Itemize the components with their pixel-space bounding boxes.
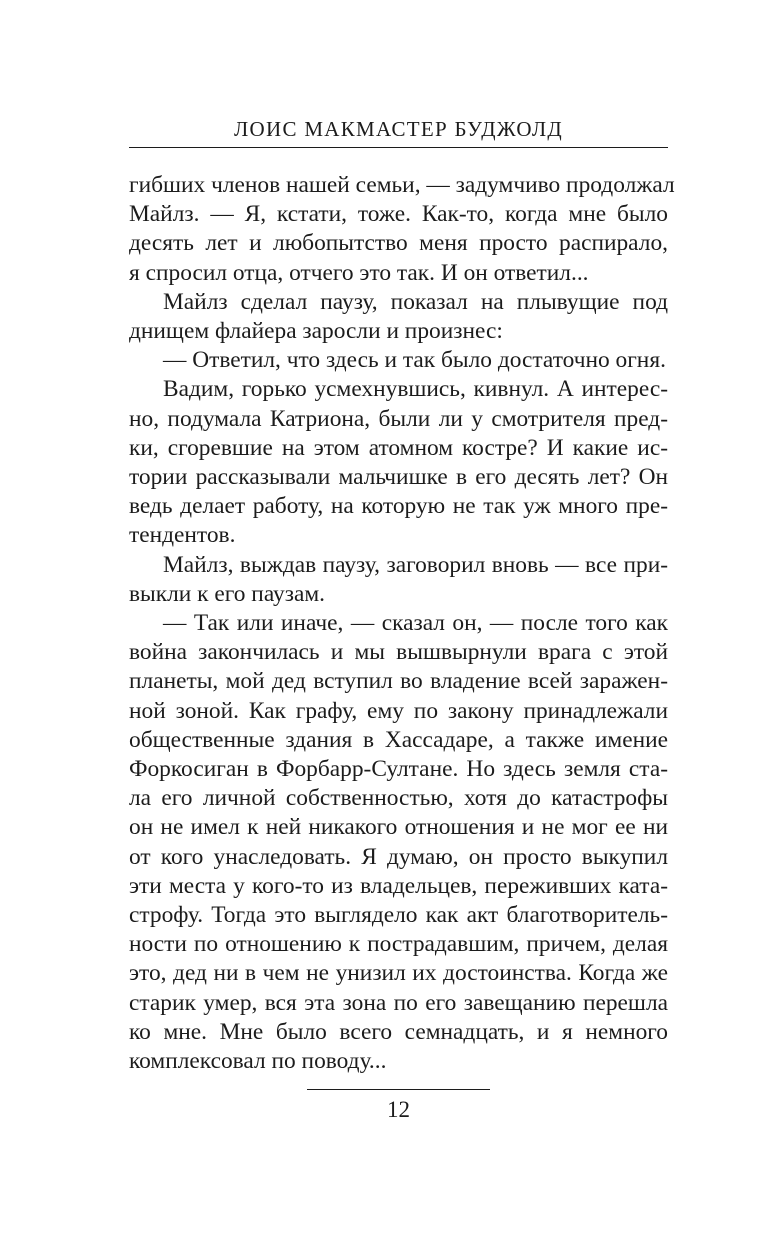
page-number: 12 xyxy=(387,1097,410,1122)
text-line: Майлз. — Я, кстати, тоже. Как-то, когда мне было xyxy=(129,201,668,228)
text-line: ведь делает работу, на которую не так уж много пре- xyxy=(129,493,668,520)
body-text xyxy=(129,171,675,1076)
text-line: старик умер, вся эта зона по его завещанию перешла xyxy=(129,989,668,1016)
text-line: Майлз сделал паузу, показал на плывущие под xyxy=(163,288,668,315)
text-line: война закончилась и мы вышвырнули врага с этой xyxy=(129,639,668,666)
text-line: — Ответил, что здесь и так было достаточно огня. xyxy=(163,347,666,374)
text-line: — Так или иначе, — сказал он, — после того как xyxy=(163,610,668,637)
paragraph xyxy=(129,551,668,609)
paragraph xyxy=(129,288,668,346)
text-line: Вадим, горько усмехнувшись, кивнул. А интерес- xyxy=(163,376,668,403)
text-line: тендентов. xyxy=(129,522,236,549)
paragraph xyxy=(129,375,668,550)
text-line: ла его личной собственностью, хотя до катастрофы xyxy=(129,785,668,812)
footer-divider xyxy=(307,1089,490,1090)
text-line: Форкосиган в Форбарр-Султане. Но здесь земля ста- xyxy=(129,756,668,783)
text-line: тории рассказывали мальчишке в его десять лет? Он xyxy=(129,464,668,491)
text-line: строфу. Тогда это выглядело как акт благотворитель- xyxy=(129,902,668,929)
text-line: планеты, мой дед вступил во владение всей заражен- xyxy=(129,668,668,695)
text-line: эти места у кого-то из владельцев, переживших ката- xyxy=(129,872,668,899)
text-line: ности по отношению к пострадавшим, причем, делая xyxy=(129,931,668,958)
text-line: ко мне. Мне было всего семнадцать, и я немного xyxy=(129,1018,668,1045)
text-line: днищем флайера заросли и произнес: xyxy=(129,318,503,345)
text-line: общественные здания в Хассадаре, а также имение xyxy=(129,726,668,753)
paragraph xyxy=(129,171,675,288)
text-line: он не имел к ней никакого отношения и не мог ее ни xyxy=(129,814,668,841)
text-line: гибших членов нашей семьи, — задумчиво продолжал xyxy=(129,172,675,198)
text-line: ки, сгоревшие на этом атомном костре? И какие ис- xyxy=(129,434,668,461)
text-line: ной зоной. Как графу, ему по закону принадлежали xyxy=(129,697,668,724)
text-line: но, подумала Катриона, были ли у смотрителя пред- xyxy=(129,405,668,432)
text-line: это, дед ни в чем не унизил их достоинства. Когда же xyxy=(129,960,668,987)
running-header-author: ЛОИС МАКМАСТЕР БУДЖОЛД xyxy=(233,117,564,141)
text-line: от кого унаследовать. Я думаю, он просто выкупил xyxy=(129,843,668,870)
paragraph xyxy=(129,346,668,375)
paragraph xyxy=(129,609,668,1076)
text-line: комплексовал по поводу... xyxy=(129,1048,387,1075)
text-line: я спросил отца, отчего это так. И он ответил... xyxy=(129,259,589,286)
header-divider xyxy=(129,147,668,148)
text-line: десять лет и любопытство меня просто распирало, xyxy=(129,230,668,257)
text-line: выкли к его паузам. xyxy=(129,580,325,607)
text-line: Майлз, выждав паузу, заговорил вновь — все при- xyxy=(163,551,668,578)
